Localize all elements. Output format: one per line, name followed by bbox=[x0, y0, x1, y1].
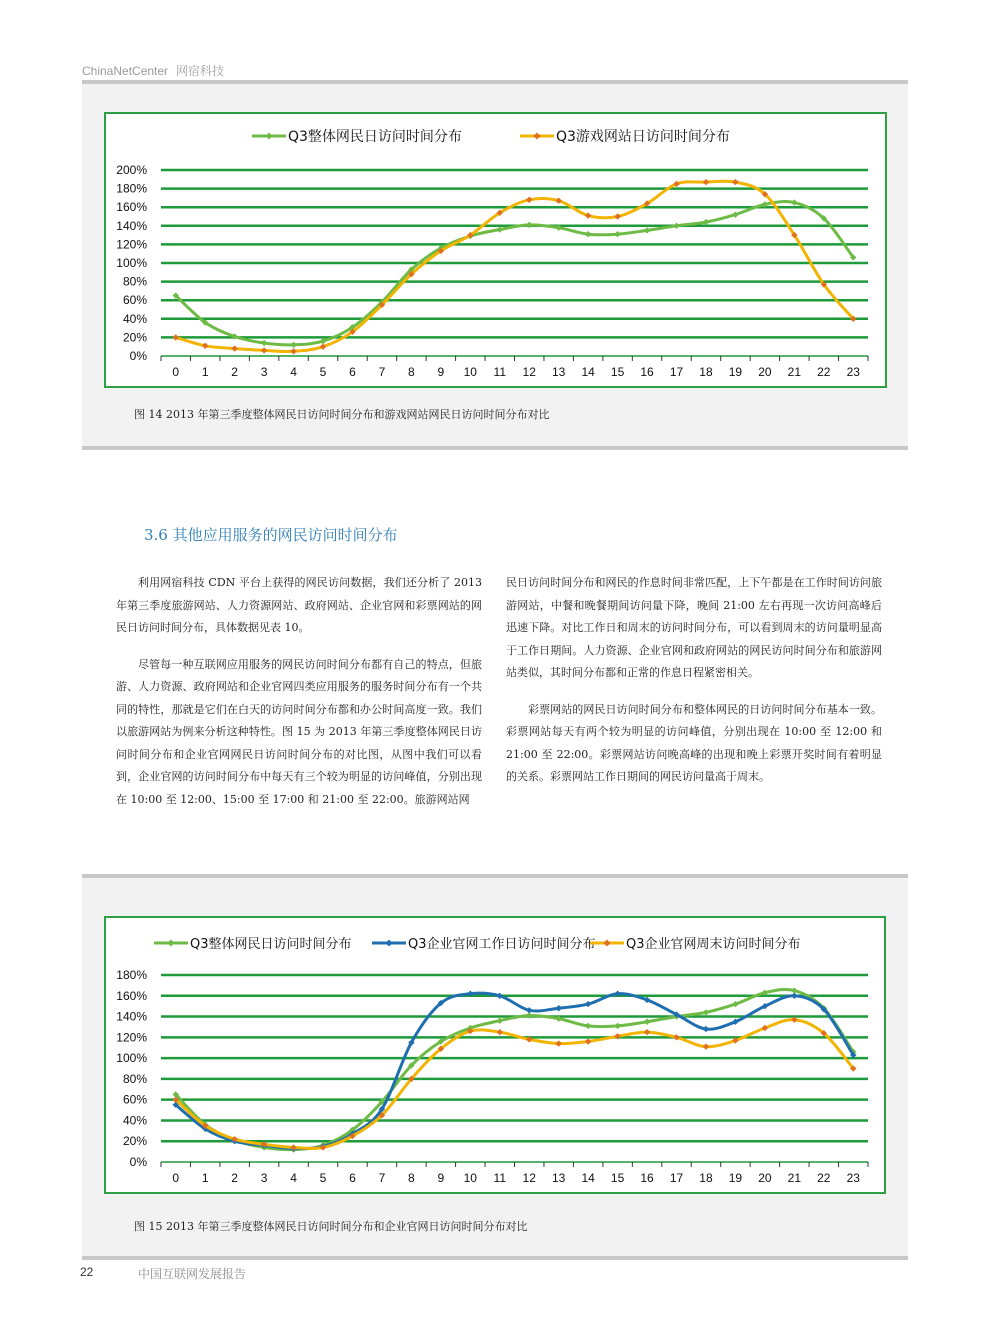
y-tick-label: 100% bbox=[116, 1051, 147, 1066]
x-tick-label: 19 bbox=[728, 1171, 743, 1185]
legend-marker bbox=[266, 133, 273, 140]
legend-label: Q3企业官网周末访问时间分布 bbox=[626, 937, 801, 952]
paragraph: 彩票网站的网民日访问时间分布和整体网民的日访问时间分布基本一致。彩票网站每天有两个较为明显的访问峰值，分别出现在 10:00 至 12:00 和 21:00 至 22:00。彩票网站访问晚高峰的出现和晚上彩票开奖时间有着明显的关系。彩票网站工作日期间的网民访问量高于周末。 bbox=[506, 702, 882, 783]
x-tick-label: 11 bbox=[493, 365, 507, 379]
data-point bbox=[585, 1038, 591, 1044]
data-point bbox=[703, 219, 709, 225]
y-tick-label: 180% bbox=[116, 181, 147, 196]
figure-15-caption: 图 15 2013 年第三季度整体网民日访问时间分布和企业官网日访问时间分布对比 bbox=[134, 1220, 528, 1233]
x-tick-label: 22 bbox=[817, 365, 831, 379]
y-tick-label: 180% bbox=[116, 968, 147, 982]
data-point bbox=[585, 1001, 591, 1007]
x-tick-label: 3 bbox=[260, 1171, 268, 1185]
data-point bbox=[261, 347, 267, 353]
figure-15-chart bbox=[104, 916, 886, 1194]
y-tick-label: 120% bbox=[116, 237, 147, 252]
legend-marker bbox=[386, 940, 393, 947]
y-tick-label: 140% bbox=[116, 1009, 147, 1024]
y-tick-label: 60% bbox=[122, 293, 147, 308]
x-tick-label: 13 bbox=[552, 1171, 566, 1185]
figure-15-panel bbox=[82, 878, 908, 1256]
data-point bbox=[614, 1023, 620, 1029]
y-tick-label: 200% bbox=[116, 163, 147, 177]
data-point bbox=[261, 340, 267, 346]
legend-marker bbox=[168, 940, 175, 947]
right-column bbox=[506, 572, 882, 803]
data-point bbox=[526, 222, 532, 228]
paragraph: 民日访问时间分布和网民的作息时间非常匹配，上下午都是在工作时间访问旅游网站，中餐和晚餐期间访问量下降，晚间 21:00 左右再现一次访问高峰后迅速下降。对比工作日和周末的访问时间分布，可以看到周末的访问量明显高于工作日期间。人力资源、企业官网和政府网站的网民访问时间分布和旅游网站类似，其时间分布都和正常的作息日程紧密相关。 bbox=[506, 576, 882, 679]
y-tick-label: 60% bbox=[122, 1092, 147, 1107]
legend-label: Q3整体网民日访问时间分布 bbox=[190, 937, 352, 952]
x-tick-label: 23 bbox=[846, 365, 860, 379]
x-tick-label: 15 bbox=[610, 1171, 625, 1185]
x-tick-label: 2 bbox=[231, 1171, 238, 1185]
figure-14-svg bbox=[106, 114, 889, 390]
x-tick-label: 18 bbox=[699, 1171, 713, 1185]
legend-label: Q3企业官网工作日访问时间分布 bbox=[408, 937, 596, 952]
x-tick-label: 0 bbox=[172, 1171, 180, 1185]
data-point bbox=[791, 993, 797, 999]
left-column bbox=[116, 572, 482, 825]
x-tick-label: 9 bbox=[437, 365, 445, 379]
x-tick-label: 6 bbox=[349, 365, 356, 379]
data-point bbox=[585, 1023, 591, 1029]
data-point bbox=[644, 1029, 650, 1035]
page-number: 22 bbox=[80, 1265, 94, 1279]
x-tick-label: 10 bbox=[463, 1171, 477, 1185]
footer-rule bbox=[82, 1256, 908, 1260]
x-tick-label: 12 bbox=[522, 1171, 536, 1185]
data-point bbox=[703, 1009, 709, 1015]
y-tick-label: 40% bbox=[122, 1113, 147, 1128]
x-tick-label: 4 bbox=[290, 365, 297, 379]
data-point bbox=[290, 342, 296, 348]
x-tick-label: 15 bbox=[610, 365, 625, 379]
x-tick-label: 1 bbox=[201, 365, 209, 379]
x-tick-label: 23 bbox=[846, 1171, 860, 1185]
section-title: 3.6 其他应用服务的网民访问时间分布 bbox=[144, 526, 398, 544]
y-tick-label: 160% bbox=[116, 200, 147, 215]
x-tick-label: 8 bbox=[408, 365, 415, 379]
data-point bbox=[614, 213, 620, 219]
x-tick-label: 8 bbox=[408, 1171, 415, 1185]
x-tick-label: 12 bbox=[522, 365, 536, 379]
footer-title: 中国互联网发展报告 bbox=[138, 1267, 247, 1281]
paragraph: 利用网宿科技 CDN 平台上获得的网民访问数据，我们还分析了 2013 年第三季度旅游网站、人力资源网站、政府网站、企业官网和彩票网站的网民日访问时间分布，具体数据见表 10。 bbox=[116, 576, 482, 634]
y-tick-label: 120% bbox=[116, 1030, 147, 1045]
header-brand: ChinaNetCenter bbox=[82, 64, 169, 78]
x-tick-label: 14 bbox=[581, 1171, 595, 1185]
x-tick-label: 17 bbox=[669, 365, 684, 379]
y-tick-label: 160% bbox=[116, 988, 147, 1003]
figure-14-panel bbox=[82, 84, 908, 446]
data-point bbox=[703, 1043, 709, 1049]
x-tick-label: 10 bbox=[463, 365, 477, 379]
x-tick-label: 16 bbox=[640, 365, 654, 379]
x-tick-label: 5 bbox=[319, 365, 327, 379]
data-point bbox=[526, 197, 532, 203]
y-tick-label: 40% bbox=[122, 311, 147, 326]
y-tick-label: 100% bbox=[116, 256, 147, 270]
x-tick-label: 14 bbox=[581, 365, 595, 379]
x-tick-label: 21 bbox=[787, 1171, 802, 1185]
data-point bbox=[497, 1018, 503, 1024]
x-tick-label: 7 bbox=[378, 365, 386, 379]
x-tick-label: 0 bbox=[172, 365, 180, 379]
data-point bbox=[703, 179, 709, 185]
x-tick-label: 16 bbox=[640, 1171, 654, 1185]
x-tick-label: 20 bbox=[758, 1171, 772, 1185]
data-point bbox=[231, 345, 237, 351]
figure-14-rule bbox=[82, 446, 908, 450]
data-point bbox=[497, 1029, 503, 1035]
data-point bbox=[644, 227, 650, 233]
data-point bbox=[673, 223, 679, 229]
data-point bbox=[644, 1019, 650, 1025]
x-tick-label: 5 bbox=[319, 1171, 327, 1185]
x-tick-label: 20 bbox=[758, 365, 772, 379]
y-tick-label: 140% bbox=[116, 218, 147, 233]
data-point bbox=[497, 226, 503, 232]
y-tick-label: 20% bbox=[122, 330, 147, 345]
legend-marker bbox=[604, 940, 611, 947]
legend-label: Q3游戏网站日访问时间分布 bbox=[556, 129, 730, 145]
x-tick-label: 22 bbox=[817, 1171, 831, 1185]
figure-15-svg bbox=[106, 918, 888, 1196]
series-line bbox=[176, 202, 854, 345]
x-tick-label: 13 bbox=[552, 365, 566, 379]
x-tick-label: 19 bbox=[728, 365, 743, 379]
x-tick-label: 9 bbox=[437, 1171, 445, 1185]
data-point bbox=[585, 231, 591, 237]
x-tick-label: 18 bbox=[699, 365, 713, 379]
x-tick-label: 11 bbox=[493, 1171, 507, 1185]
x-tick-label: 17 bbox=[669, 1171, 684, 1185]
y-tick-label: 80% bbox=[122, 1071, 147, 1086]
data-point bbox=[202, 343, 208, 349]
header-brand-cn: 网宿科技 bbox=[176, 64, 225, 78]
paragraph: 尽管每一种互联网应用服务的网民访问时间分布都有自己的特点，但旅游、人力资源、政府网站和企业官网四类应用服务的服务时间分布有一个共同的特性，那就是它们在白天的访问时间分布都和办公时间高度一致。我们以旅游网站为例来分析这种特性。图 15 为 2013 年第三季度整体网民日访问时间分布和企业官网网民日访问时间分布的对比图，从图中我们可以看到，企业官网的访问时间分布中每天有三个较为明显的访问峰值，分别出现在 10:00 至 12:00、15:00 至 17:00 和 21:00 至 22:00。旅游网站网 bbox=[116, 657, 482, 806]
data-point bbox=[732, 179, 738, 185]
data-point bbox=[555, 1005, 561, 1011]
x-tick-label: 6 bbox=[349, 1171, 356, 1185]
legend-marker bbox=[534, 133, 541, 140]
y-tick-label: 20% bbox=[122, 1134, 147, 1149]
y-tick-label: 0% bbox=[129, 349, 147, 363]
x-tick-label: 7 bbox=[378, 1171, 386, 1185]
data-point bbox=[290, 348, 296, 354]
data-point bbox=[555, 1040, 561, 1046]
figure-14-caption: 图 14 2013 年第三季度整体网民日访问时间分布和游戏网站网民日访问时间分布对比 bbox=[134, 408, 550, 421]
data-point bbox=[791, 199, 797, 205]
x-tick-label: 3 bbox=[260, 365, 268, 379]
x-tick-label: 21 bbox=[787, 365, 802, 379]
data-point bbox=[673, 1034, 679, 1040]
x-tick-label: 1 bbox=[201, 1171, 209, 1185]
running-header bbox=[82, 62, 224, 79]
y-tick-label: 80% bbox=[122, 274, 147, 289]
legend-label: Q3整体网民日访问时间分布 bbox=[288, 129, 462, 145]
y-tick-label: 0% bbox=[129, 1155, 147, 1169]
data-point bbox=[614, 231, 620, 237]
data-point bbox=[703, 1026, 709, 1032]
series-line bbox=[176, 1020, 854, 1149]
x-tick-label: 2 bbox=[231, 365, 238, 379]
x-tick-label: 4 bbox=[290, 1171, 297, 1185]
figure-14-chart bbox=[104, 112, 887, 388]
